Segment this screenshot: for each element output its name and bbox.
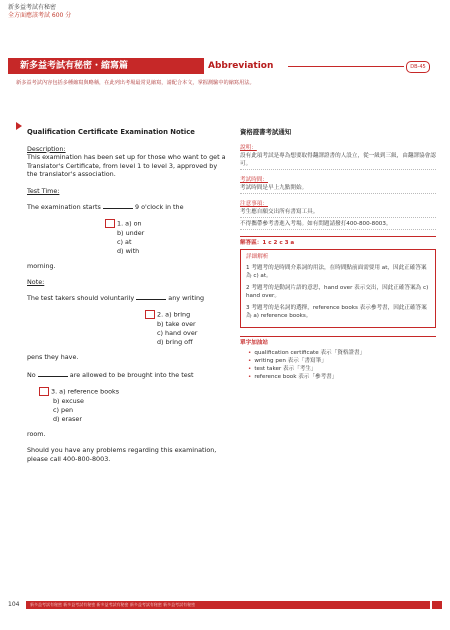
q3-option[interactable]: 3. a) reference books [39, 387, 227, 397]
answer-explanation: 3 考題考的是名詞的選擇，reference books 表示參考書，因此正確答案為 a) reference books。 [246, 305, 427, 319]
question-1-stem [27, 202, 227, 212]
q2-options [145, 310, 227, 347]
translation-section-3: 注意事項： [240, 201, 268, 207]
translation-section-3-text: 考生應自願交出所有書寫工具。 [240, 208, 436, 218]
description-text: This examination has been set up for those who want to get a Translator's Certificate, from level 1 to level 3, approved by the translator's association. [27, 153, 226, 179]
q2-before: The test takers should voluntarily [27, 293, 135, 302]
q2-option[interactable]: b) take over [157, 319, 196, 328]
q1-end: morning. [27, 261, 56, 270]
q3-number: 3. [51, 387, 58, 396]
q1-blank[interactable] [103, 202, 133, 209]
q1-option[interactable]: b) under [117, 228, 145, 237]
question-2-stem [27, 293, 227, 303]
translation-column [240, 128, 436, 381]
running-header-line1: 新多益考試有秘密 [8, 4, 57, 11]
translation-section-1-text: 設有此項考試是專為想要取得翻譯證書的人設立，從一級到三級，由翻譯協會認可。 [240, 152, 436, 170]
page-footer [8, 600, 442, 610]
triangle-marker-icon [16, 122, 22, 130]
q1-before: The examination starts [27, 202, 101, 211]
notice-title: Qualification Certificate Examination Notice [27, 128, 195, 136]
translation-section-2: 考試時間： [240, 177, 268, 183]
running-header [8, 4, 71, 20]
question-box-icon [145, 310, 155, 319]
answers-box [240, 249, 436, 328]
q3-option[interactable]: b) excuse [53, 396, 84, 405]
q2-option[interactable]: c) hand over [157, 328, 198, 337]
footer-marker-icon [432, 601, 442, 609]
q2-option[interactable]: d) bring off [157, 337, 193, 346]
translation-section-1: 說明： [240, 145, 257, 151]
section-banner [8, 58, 442, 74]
q3-options [39, 387, 227, 424]
q1-option[interactable]: 1. a) on [105, 219, 227, 229]
q3-option[interactable]: c) pen [53, 405, 74, 414]
q1-options [105, 219, 227, 256]
q2-blank[interactable] [136, 293, 166, 300]
vocab-list [240, 349, 436, 381]
running-header-line2: 全方面應該考試 600 分 [8, 12, 72, 19]
closing-text: Should you have any problems regarding this examination, please call 400-800-8003. [27, 446, 217, 463]
q3-before: No [27, 370, 36, 379]
answer-explanation: 2 考題考的是動詞片語的意思，hand over 表示交出，因此正確答案為 c) hand over。 [246, 285, 429, 299]
q3-blank[interactable] [38, 370, 68, 377]
note-label: Note: [27, 278, 45, 287]
q3-after: are allowed to be brought into the test [69, 370, 194, 379]
q1-option[interactable]: d) with [117, 246, 140, 255]
question-box-icon [39, 387, 49, 396]
vocab-item: • qualification certificate 表示「資格證書」 [248, 349, 436, 357]
translation-section-2-text: 考試時間是早上九點開始。 [240, 184, 436, 194]
banner-tag: DB-45 [406, 61, 430, 73]
description-label: Description: [27, 144, 66, 153]
q1-after: 9 o'clock in the [134, 202, 184, 211]
banner-subtitle: Abbreviation [208, 61, 274, 71]
vocab-item: • reference book 表示「參考書」 [248, 373, 436, 381]
q2-after: any writing [168, 293, 205, 302]
translation-section-3-text2: 不得攜帶參考書進入考場。如有問題請撥打400-800-8003。 [240, 220, 436, 230]
vocab-bar: 單字加油站 [240, 336, 436, 347]
translation-title: 資格證書考試通知 [240, 128, 292, 136]
q2-number: 2. [157, 310, 164, 319]
vocab-item: • test taker 表示「考生」 [248, 365, 436, 373]
banner-rule [288, 66, 404, 67]
answer-explanation: 1 考題考的是時間介系詞的用法，在時間點前面需要用 at，因此正確答案為 c) at。 [246, 265, 427, 279]
q3-end: room. [27, 429, 46, 438]
page-number: 104 [8, 601, 20, 608]
banner-title: 新多益考試有秘密・縮寫篇 [8, 58, 204, 74]
question-box-icon [105, 219, 115, 228]
q1-number: 1. [117, 219, 124, 228]
q2-end: pens they have. [27, 352, 79, 361]
testtime-label: Test Time: [27, 186, 60, 195]
q3-option[interactable]: d) eraser [53, 414, 82, 423]
answers-subtitle: 詳細解析 [246, 254, 269, 260]
question-3-stem [27, 370, 227, 380]
intro-paragraph: 新多益考試內容包括多種縮寫與略稱，在此列出考場最常見縮寫，請配合本文，掌握測驗中的縮寫用法。 [16, 80, 255, 86]
vocab-item: • writing pen 表示「書寫筆」 [248, 357, 436, 365]
footer-band: 新多益考試有秘密 新多益考試有秘密 新多益考試有秘密 新多益考試有秘密 新多益考試有秘密 [26, 601, 430, 609]
notice-column [27, 128, 227, 471]
q1-option[interactable]: c) at [117, 237, 132, 246]
answers-bar: 解答區：1 c 2 c 3 a [240, 236, 436, 247]
q2-option[interactable]: 2. a) bring [145, 310, 227, 320]
